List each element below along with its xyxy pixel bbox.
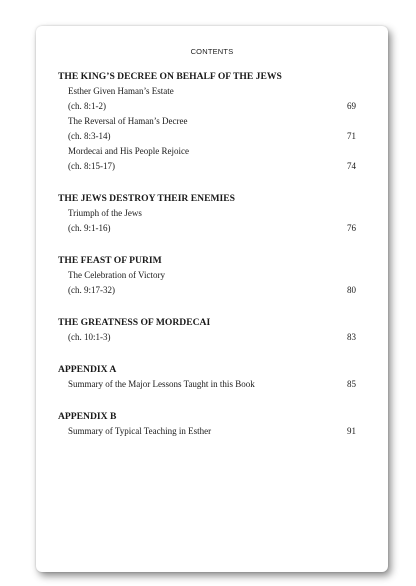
toc-entry-title: (ch. 8:3-14)	[68, 131, 111, 141]
toc-section-heading: THE GREATNESS OF MORDECAI	[58, 317, 211, 328]
toc-section-appendix-a	[58, 363, 356, 392]
toc-entry-title: Triumph of the Jews	[68, 208, 142, 218]
toc-section-heading: THE JEWS DESTROY THEIR ENEMIES	[58, 193, 236, 204]
toc-entry-title: (ch. 8:15-17)	[68, 161, 115, 171]
toc-page-number: 74	[347, 161, 356, 171]
table-of-contents	[58, 70, 356, 439]
toc-section-appendix-b	[58, 410, 356, 439]
toc-entry-title: Esther Given Haman’s Estate	[68, 86, 174, 96]
toc-entry-title: (ch. 10:1-3)	[68, 332, 111, 342]
toc-entry	[58, 114, 356, 129]
toc-entry-title: (ch. 9:1-16)	[68, 223, 111, 233]
toc-entry	[58, 424, 356, 439]
toc-section-jews-destroy-enemies	[58, 192, 356, 236]
book-page	[36, 26, 388, 572]
toc-entry-title: Mordecai and His People Rejoice	[68, 146, 189, 156]
toc-entry-title: Summary of Typical Teaching in Esther	[68, 426, 212, 436]
toc-page-number: 71	[347, 131, 356, 141]
toc-page-number: 83	[347, 332, 356, 342]
toc-entry	[58, 377, 356, 392]
toc-entry	[58, 84, 356, 99]
toc-entry	[58, 159, 356, 174]
toc-page-number: 80	[347, 285, 356, 295]
toc-section-heading: THE KING’S DECREE ON BEHALF OF THE JEWS	[58, 71, 282, 82]
toc-entry-title: The Celebration of Victory	[68, 270, 166, 280]
toc-entry	[58, 206, 356, 221]
toc-section-heading: THE FEAST OF PURIM	[58, 255, 162, 266]
toc-page-number: 69	[347, 101, 356, 111]
toc-page-number: 76	[347, 223, 356, 233]
toc-entry-title: (ch. 8:1-2)	[68, 101, 106, 111]
toc-entry	[58, 129, 356, 144]
toc-section-greatness-of-mordecai	[58, 316, 356, 345]
toc-entry-title: (ch. 9:17-32)	[68, 285, 115, 295]
toc-entry	[58, 221, 356, 236]
toc-entry	[58, 99, 356, 114]
toc-section-kings-decree	[58, 70, 356, 174]
toc-entry	[58, 330, 356, 345]
toc-entry-title: Summary of the Major Lessons Taught in this Book	[68, 379, 255, 389]
toc-entry	[58, 268, 356, 283]
toc-section-feast-of-purim	[58, 254, 356, 298]
toc-entry	[58, 283, 356, 298]
toc-section-heading: APPENDIX B	[58, 411, 117, 422]
running-head: CONTENTS	[190, 47, 234, 56]
toc-section-heading: APPENDIX A	[58, 364, 117, 375]
toc-entry-title: The Reversal of Haman’s Decree	[68, 116, 188, 126]
toc-page-number: 85	[347, 379, 356, 389]
toc-entry	[58, 144, 356, 159]
toc-page-number: 91	[347, 426, 356, 436]
